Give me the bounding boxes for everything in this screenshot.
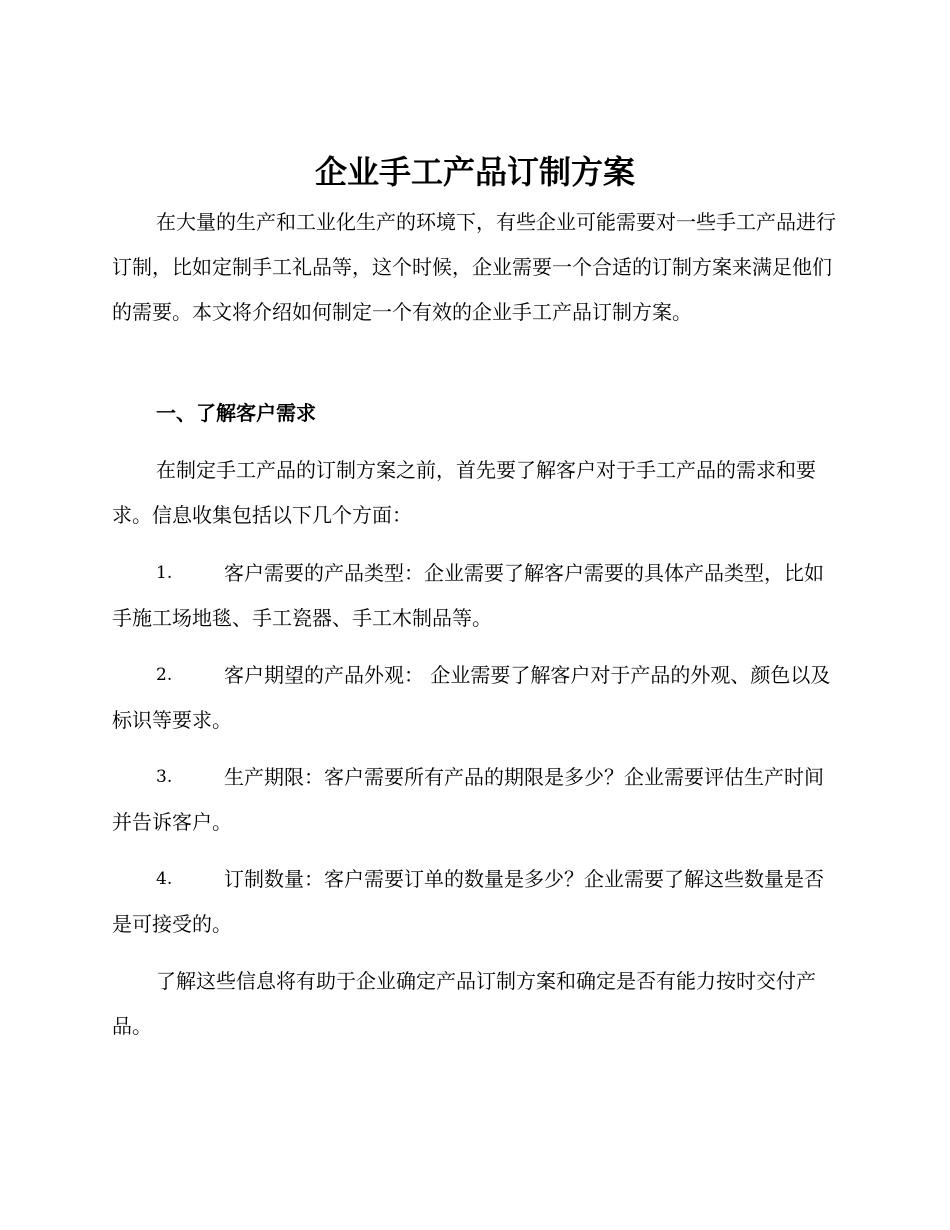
- list-item-number: 1.: [156, 563, 173, 583]
- document-title: 企业手工产品订制方案: [314, 153, 635, 191]
- list-item-text: 生产期限：客户需要所有产品的期限是多少？企业需要评估生产时间并告诉客户。: [112, 765, 824, 834]
- section-heading: 一、了解客户需求: [156, 401, 316, 425]
- list-item: [112, 857, 840, 947]
- list-item-text: 客户期望的产品外观： 企业需要了解客户对于产品的外观、颜色以及标识等要求。: [112, 663, 831, 732]
- section-lead-paragraph: 在制定手工产品的订制方案之前，首先要了解客户对于手工产品的需求和要求。信息收集包括以下几个方面：: [112, 458, 816, 527]
- list-item-number: 4.: [156, 869, 173, 889]
- list-item-text: 订制数量：客户需要订单的数量是多少？企业需要了解这些数量是否是可接受的。: [112, 867, 824, 936]
- list-item-number: 2.: [156, 665, 173, 685]
- intro-paragraph: 在大量的生产和工业化生产的环境下，有些企业可能需要对一些手工产品进行订制，比如定制手工礼品等，这个时候，企业需要一个合适的订制方案来满足他们的需要。本文将介绍如何制定一个有效的企业手工产品订制方案。: [112, 210, 836, 324]
- closing-paragraph: 了解这些信息将有助于企业确定产品订制方案和确定是否有能力按时交付产品。: [112, 969, 816, 1038]
- list-item-text: 客户需要的产品类型：企业需要了解客户需要的具体产品类型，比如手施工场地毯、手工瓷器、手工木制品等。: [112, 561, 824, 630]
- list-item-number: 3.: [156, 767, 173, 787]
- list-item: [112, 653, 840, 743]
- list-item: [112, 755, 840, 845]
- list-item: [112, 551, 840, 641]
